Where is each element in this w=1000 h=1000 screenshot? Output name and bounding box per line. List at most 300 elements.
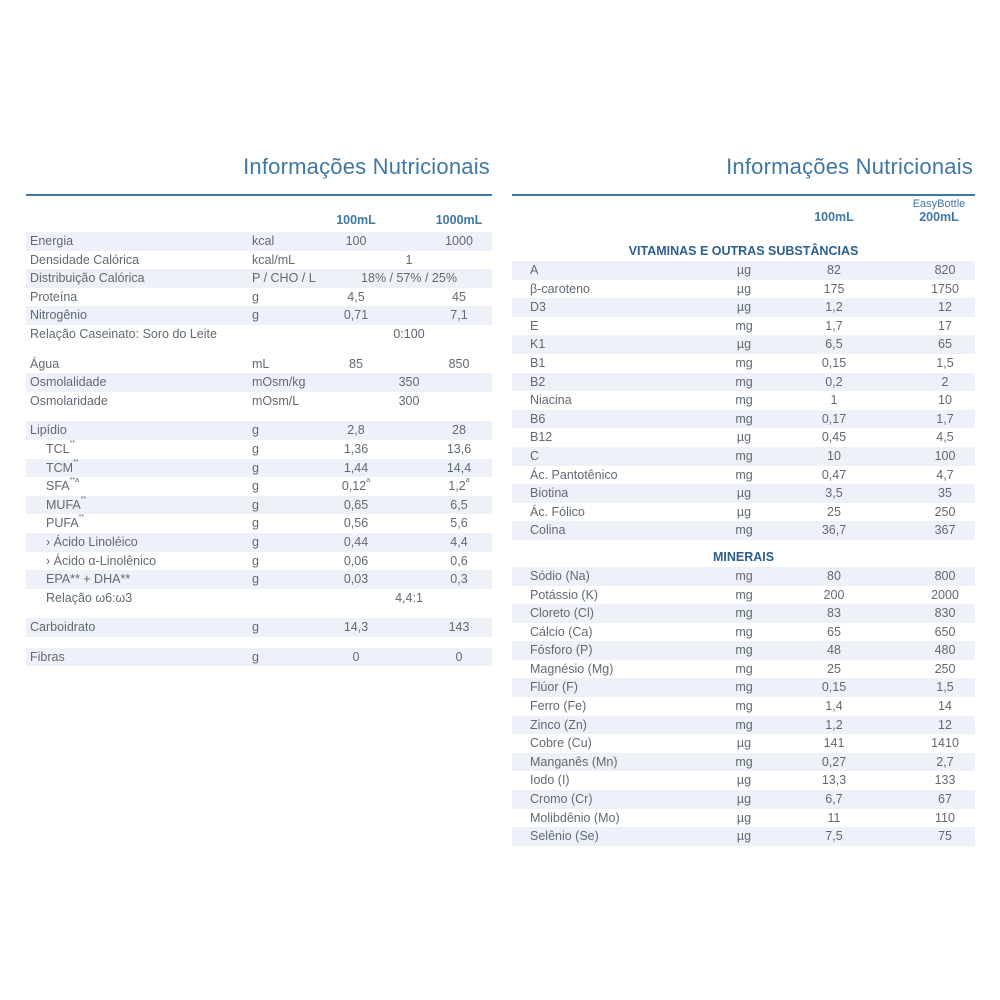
row-label: C xyxy=(530,448,540,463)
column-header-100ml: 100mL xyxy=(336,213,376,227)
value-text: 1000 xyxy=(445,234,473,248)
column-header-easybottle: EasyBottle xyxy=(912,198,966,210)
row-label: Ferro (Fe) xyxy=(530,699,587,714)
value-text: 45 xyxy=(452,289,466,304)
row-value-100ml: 80 xyxy=(827,568,841,583)
value-text: 850 xyxy=(448,356,470,371)
value-text: 0,06 xyxy=(343,553,369,568)
row-label: Potássio (K) xyxy=(530,587,599,602)
row-value-200ml: 1410 xyxy=(931,736,959,751)
row-label: Fósforo (P) xyxy=(530,643,593,658)
row-label: Flúor (F) xyxy=(530,680,578,695)
row-value-100ml xyxy=(326,552,386,571)
panel-title: Informações Nutricionais xyxy=(243,154,490,179)
value-text: 28 xyxy=(452,423,466,438)
row-unit: g xyxy=(252,479,259,494)
row-label xyxy=(30,306,87,325)
row-value-1000ml xyxy=(426,306,492,325)
row-label: B1 xyxy=(530,355,546,370)
row-value-100ml xyxy=(326,288,386,307)
value-text: 14,4 xyxy=(446,460,472,475)
table-row xyxy=(512,697,975,716)
table-row xyxy=(512,827,975,846)
row-value-combined: 1 xyxy=(405,252,413,267)
section-heading-vitamins: VITAMINAS E OUTRAS SUBSTÂNCIAS xyxy=(628,244,859,258)
value-text: 0,3 xyxy=(450,572,468,587)
row-label xyxy=(30,288,77,307)
table-row xyxy=(512,716,975,735)
row-label: Cobre (Cu) xyxy=(530,736,592,751)
row-label xyxy=(46,514,84,533)
row-value-100ml: 0,2 xyxy=(825,374,843,389)
table-row xyxy=(512,391,975,410)
table-row xyxy=(512,790,975,809)
table-row xyxy=(26,618,492,637)
table-row xyxy=(512,641,975,660)
row-unit: kcal xyxy=(252,234,275,248)
row-label-text: Relação ω6:ω3 xyxy=(46,590,133,605)
row-unit: mg xyxy=(735,643,753,658)
table-row xyxy=(26,355,492,374)
row-value-1000ml xyxy=(426,496,492,515)
row-unit: mg xyxy=(735,393,753,408)
table-row xyxy=(512,354,975,373)
row-label: Molibdênio (Mo) xyxy=(530,810,620,825)
nutrition-panel-left xyxy=(26,150,492,666)
value-text: 0,44 xyxy=(343,534,369,549)
row-spacer xyxy=(26,344,492,355)
table-row xyxy=(26,232,492,251)
row-value-100ml xyxy=(326,306,386,325)
row-value-1000ml xyxy=(426,648,492,667)
row-label: B12 xyxy=(530,430,553,445)
table-row xyxy=(26,251,492,270)
row-unit: g xyxy=(252,423,259,438)
row-value-100ml: 48 xyxy=(827,643,841,658)
minerals-table xyxy=(512,567,975,846)
row-label-text: Densidade Calórica xyxy=(30,252,140,267)
row-label xyxy=(46,477,79,496)
value-text: 2,8 xyxy=(347,423,365,438)
row-value-100ml: 82 xyxy=(827,263,841,277)
value-text: 5,6 xyxy=(450,516,468,531)
row-value-200ml: 250 xyxy=(934,661,956,676)
row-value-100ml: 11 xyxy=(827,810,841,825)
row-unit: g xyxy=(252,620,259,635)
row-value-100ml: 25 xyxy=(827,661,841,676)
value-text: 143 xyxy=(448,620,470,635)
row-label xyxy=(46,533,138,552)
column-header xyxy=(26,196,492,232)
row-label xyxy=(30,618,95,637)
column-header-100ml: 100mL xyxy=(814,210,854,224)
table-row xyxy=(26,306,492,325)
table-row xyxy=(512,623,975,642)
row-label-text: Osmolalidade xyxy=(30,375,107,390)
row-value-100ml: 13,3 xyxy=(821,773,847,788)
value-text: 0,65 xyxy=(343,497,369,512)
row-spacer xyxy=(26,607,492,618)
row-value-100ml xyxy=(326,232,386,251)
row-label-superscript: ** xyxy=(78,514,85,522)
table-row xyxy=(512,604,975,623)
value-superscript: a xyxy=(366,477,371,485)
row-value-200ml: 2000 xyxy=(931,587,959,602)
table-row xyxy=(512,335,975,354)
row-unit: mg xyxy=(735,411,753,426)
row-value-100ml: 0,17 xyxy=(821,411,847,426)
table-row xyxy=(26,570,492,589)
row-unit: µg xyxy=(736,486,752,501)
row-unit: mg xyxy=(735,318,753,333)
table-row xyxy=(512,447,975,466)
row-value-100ml xyxy=(326,514,386,533)
row-unit: g xyxy=(252,289,259,304)
row-value-1000ml xyxy=(426,570,492,589)
value-text: 1,44 xyxy=(343,460,369,475)
row-unit: mg xyxy=(735,680,753,695)
row-label: K1 xyxy=(530,337,546,352)
macronutrient-table xyxy=(26,232,492,666)
value-text: 1,2 xyxy=(448,479,466,494)
row-value-200ml: 250 xyxy=(934,504,956,519)
row-label: Niacina xyxy=(530,393,572,408)
row-value-100ml: 0,15 xyxy=(821,680,847,695)
row-value-100ml xyxy=(326,496,386,515)
row-value-combined: 300 xyxy=(398,393,420,408)
row-label xyxy=(46,552,156,571)
row-value-100ml: 175 xyxy=(823,281,845,296)
row-value-100ml: 200 xyxy=(823,587,845,602)
row-value-combined: 0:100 xyxy=(393,326,425,341)
row-spacer xyxy=(26,637,492,648)
row-value-100ml: 1,2 xyxy=(825,717,843,732)
row-unit: µg xyxy=(736,430,752,445)
table-row xyxy=(512,503,975,522)
row-value-1000ml xyxy=(426,533,492,552)
table-row xyxy=(26,496,492,515)
row-unit: g xyxy=(252,516,259,531)
row-value-200ml: 480 xyxy=(934,643,956,658)
row-value-200ml: 367 xyxy=(934,523,956,538)
row-value-100ml: 65 xyxy=(827,624,841,639)
row-label: B6 xyxy=(530,411,546,426)
row-label xyxy=(30,648,65,667)
value-text: 13,6 xyxy=(446,441,472,456)
row-label xyxy=(46,459,79,478)
row-unit: µg xyxy=(736,829,752,844)
table-row xyxy=(512,678,975,697)
row-label xyxy=(46,496,86,515)
row-value-200ml: 110 xyxy=(935,810,955,825)
row-value-100ml: 6,7 xyxy=(825,792,843,807)
value-text: 4,4 xyxy=(450,534,468,549)
table-row xyxy=(26,421,492,440)
table-row xyxy=(512,298,975,317)
row-label: Ác. Pantotênico xyxy=(530,467,618,482)
table-row xyxy=(512,317,975,336)
table-row xyxy=(512,521,975,540)
table-row xyxy=(512,373,975,392)
row-label: Cálcio (Ca) xyxy=(530,624,593,639)
table-row xyxy=(26,514,492,533)
row-label: Colina xyxy=(530,523,566,538)
table-row xyxy=(26,392,492,411)
row-value-100ml: 0,45 xyxy=(821,430,847,445)
row-value-100ml: 1,7 xyxy=(825,318,843,333)
row-label xyxy=(30,421,67,440)
row-unit: mOsm/L xyxy=(252,393,300,408)
row-value-200ml: 4,7 xyxy=(936,467,954,482)
row-unit: mg xyxy=(735,661,753,676)
row-label-text: SFA xyxy=(46,479,70,494)
row-label xyxy=(30,269,145,288)
row-unit: µg xyxy=(736,300,752,315)
row-value-100ml: 7,5 xyxy=(825,829,843,844)
row-value-200ml: 35 xyxy=(938,486,952,501)
value-text: 0,03 xyxy=(343,572,369,587)
row-unit: mg xyxy=(735,568,753,583)
row-value-combined: 350 xyxy=(398,375,420,390)
row-value-100ml xyxy=(326,648,386,667)
row-unit: g xyxy=(252,441,259,456)
table-row xyxy=(26,440,492,459)
row-value-200ml: 100 xyxy=(934,448,956,463)
row-unit: µg xyxy=(736,773,752,788)
row-unit: µg xyxy=(736,337,752,352)
row-value-100ml: 141 xyxy=(823,736,845,751)
table-row xyxy=(512,586,975,605)
table-row xyxy=(512,428,975,447)
value-text: 0,6 xyxy=(450,553,468,568)
row-value-200ml: 830 xyxy=(934,606,956,621)
row-label: Zinco (Zn) xyxy=(530,717,587,732)
table-row xyxy=(26,552,492,571)
row-label: B2 xyxy=(530,374,546,389)
table-row xyxy=(26,373,492,392)
table-row xyxy=(26,533,492,552)
row-value-100ml: 36,7 xyxy=(821,523,847,538)
section-heading-minerals: MINERAIS xyxy=(712,549,775,564)
table-row xyxy=(26,325,492,344)
row-label xyxy=(30,251,139,270)
table-row xyxy=(512,753,975,772)
row-unit: g xyxy=(252,308,259,323)
table-row xyxy=(512,809,975,828)
value-text: 14,3 xyxy=(343,620,369,635)
row-value-1000ml xyxy=(426,459,492,478)
row-unit: µg xyxy=(736,504,752,519)
row-value-100ml xyxy=(326,355,386,374)
row-label xyxy=(46,440,75,459)
row-label: Selênio (Se) xyxy=(530,829,599,844)
row-unit: g xyxy=(252,534,259,549)
row-label: A xyxy=(530,263,539,277)
row-label-text: › Ácido α-Linolênico xyxy=(46,553,157,568)
row-label-text: Carboidrato xyxy=(30,620,96,635)
table-row xyxy=(26,269,492,288)
row-unit: µg xyxy=(736,792,752,807)
row-value-1000ml xyxy=(426,477,492,496)
row-value-1000ml xyxy=(426,288,492,307)
row-unit: mL xyxy=(252,356,270,371)
row-unit: µg xyxy=(736,281,752,296)
value-text: 0,12 xyxy=(341,479,367,494)
value-text: 100 xyxy=(345,234,367,248)
row-label-text: Lipídio xyxy=(30,423,67,438)
row-value-100ml xyxy=(326,477,386,496)
row-label: Magnésio (Mg) xyxy=(530,661,614,676)
value-text: 0,71 xyxy=(343,308,369,323)
row-label-text: › Ácido Linoléico xyxy=(46,534,138,549)
row-label-text: PUFA xyxy=(46,516,79,531)
row-unit: g xyxy=(252,572,259,587)
value-text: 0 xyxy=(455,649,463,664)
row-value-100ml: 6,5 xyxy=(825,337,843,352)
row-unit: µg xyxy=(736,736,752,751)
row-label-text: TCL xyxy=(46,441,70,456)
row-unit: mg xyxy=(735,624,753,639)
row-value-combined: 18% / 57% / 25% xyxy=(361,271,457,286)
table-row xyxy=(512,466,975,485)
row-value-100ml: 3,5 xyxy=(825,486,843,501)
row-value-1000ml xyxy=(426,232,492,251)
row-unit: µg xyxy=(736,263,752,277)
row-value-100ml: 10 xyxy=(827,448,841,463)
row-label: β-caroteno xyxy=(530,281,590,296)
value-text: 0 xyxy=(352,649,360,664)
row-value-1000ml xyxy=(426,514,492,533)
vitamins-table xyxy=(512,261,975,540)
row-value-200ml: 1,5 xyxy=(936,355,954,370)
row-value-200ml: 2,7 xyxy=(936,754,954,769)
row-label: E xyxy=(530,318,539,333)
row-label: Biotina xyxy=(530,486,569,501)
row-unit: mg xyxy=(735,523,753,538)
table-row xyxy=(512,660,975,679)
row-value-200ml: 1,7 xyxy=(936,411,954,426)
row-label-text: Osmolaridade xyxy=(30,393,108,408)
row-value-200ml: 12 xyxy=(938,717,952,732)
row-value-200ml: 1,5 xyxy=(936,680,954,695)
row-unit: P / CHO / L xyxy=(252,271,316,286)
row-value-1000ml xyxy=(426,440,492,459)
value-text: 85 xyxy=(349,356,363,371)
row-label xyxy=(30,392,108,411)
row-unit: mg xyxy=(735,699,753,714)
row-value-100ml: 0,27 xyxy=(821,754,847,769)
row-value-200ml: 800 xyxy=(934,568,956,583)
row-value-200ml: 10 xyxy=(938,393,952,408)
table-row xyxy=(26,459,492,478)
row-label-text: MUFA xyxy=(46,497,81,512)
row-unit: mg xyxy=(735,467,753,482)
row-value-200ml: 4,5 xyxy=(936,430,954,445)
row-value-100ml xyxy=(326,533,386,552)
row-value-100ml: 25 xyxy=(827,504,841,519)
row-value-100ml: 0,47 xyxy=(821,467,847,482)
row-value-100ml: 83 xyxy=(827,606,841,621)
row-value-200ml: 2 xyxy=(941,374,949,389)
row-unit: g xyxy=(252,553,259,568)
row-unit: mg xyxy=(735,717,753,732)
row-value-100ml xyxy=(326,421,386,440)
row-label-superscript: **a xyxy=(69,477,79,485)
row-unit: mg xyxy=(735,355,753,370)
row-label-text: Energia xyxy=(30,234,74,248)
row-value-100ml xyxy=(326,570,386,589)
row-value-100ml xyxy=(326,459,386,478)
row-label xyxy=(30,355,59,374)
row-label-superscript: ** xyxy=(69,439,76,447)
row-label-superscript: ** xyxy=(73,458,79,466)
row-unit: kcal/mL xyxy=(252,252,296,267)
row-label xyxy=(46,589,132,608)
row-value-200ml: 75 xyxy=(938,829,952,844)
row-value-200ml: 67 xyxy=(938,792,952,807)
row-label xyxy=(30,325,217,344)
row-label: Sódio (Na) xyxy=(530,568,590,583)
row-value-200ml: 12 xyxy=(938,300,952,315)
row-label xyxy=(46,570,130,589)
row-label xyxy=(30,232,73,251)
nutrition-panel-right xyxy=(512,150,975,846)
row-label-text: EPA** + DHA** xyxy=(46,572,131,587)
row-value-100ml xyxy=(326,618,386,637)
table-row xyxy=(512,567,975,586)
row-value-1000ml xyxy=(426,618,492,637)
row-label: Iodo (I) xyxy=(530,773,570,788)
row-label-text: Água xyxy=(30,356,60,371)
table-row xyxy=(512,261,975,280)
row-unit: µg xyxy=(736,810,752,825)
column-header xyxy=(512,196,975,242)
row-spacer xyxy=(26,410,492,421)
row-value-100ml: 1,4 xyxy=(825,699,843,714)
table-row xyxy=(512,410,975,429)
row-value-200ml: 650 xyxy=(934,624,956,639)
row-unit: g xyxy=(252,460,259,475)
row-unit: mg xyxy=(735,754,753,769)
row-label: Ác. Fólico xyxy=(530,504,585,519)
table-row xyxy=(26,589,492,608)
row-label xyxy=(30,373,106,392)
row-label: Manganês (Mn) xyxy=(530,754,618,769)
row-value-200ml: 133 xyxy=(934,773,956,788)
row-value-200ml: 1750 xyxy=(931,281,959,296)
value-text: 1,36 xyxy=(343,441,369,456)
value-text: 6,5 xyxy=(450,497,468,512)
row-unit: mg xyxy=(735,587,753,602)
row-value-100ml: 1,2 xyxy=(825,300,843,315)
column-header-200ml: 200mL xyxy=(919,210,959,224)
row-label-text: Nitrogênio xyxy=(30,308,87,323)
row-value-1000ml xyxy=(426,552,492,571)
panel-title: Informações Nutricionais xyxy=(726,154,973,179)
row-label: D3 xyxy=(530,300,546,315)
row-value-200ml: 65 xyxy=(938,337,952,352)
value-text: 0,56 xyxy=(343,516,369,531)
row-unit: mg xyxy=(735,448,753,463)
table-row xyxy=(512,734,975,753)
value-text: 7,1 xyxy=(450,308,468,323)
row-label-superscript: ** xyxy=(80,495,87,503)
row-value-100ml: 1 xyxy=(830,393,838,408)
row-value-1000ml xyxy=(426,421,492,440)
row-value-1000ml xyxy=(426,355,492,374)
row-value-200ml: 14 xyxy=(938,699,952,714)
row-label-text: Proteína xyxy=(30,289,78,304)
